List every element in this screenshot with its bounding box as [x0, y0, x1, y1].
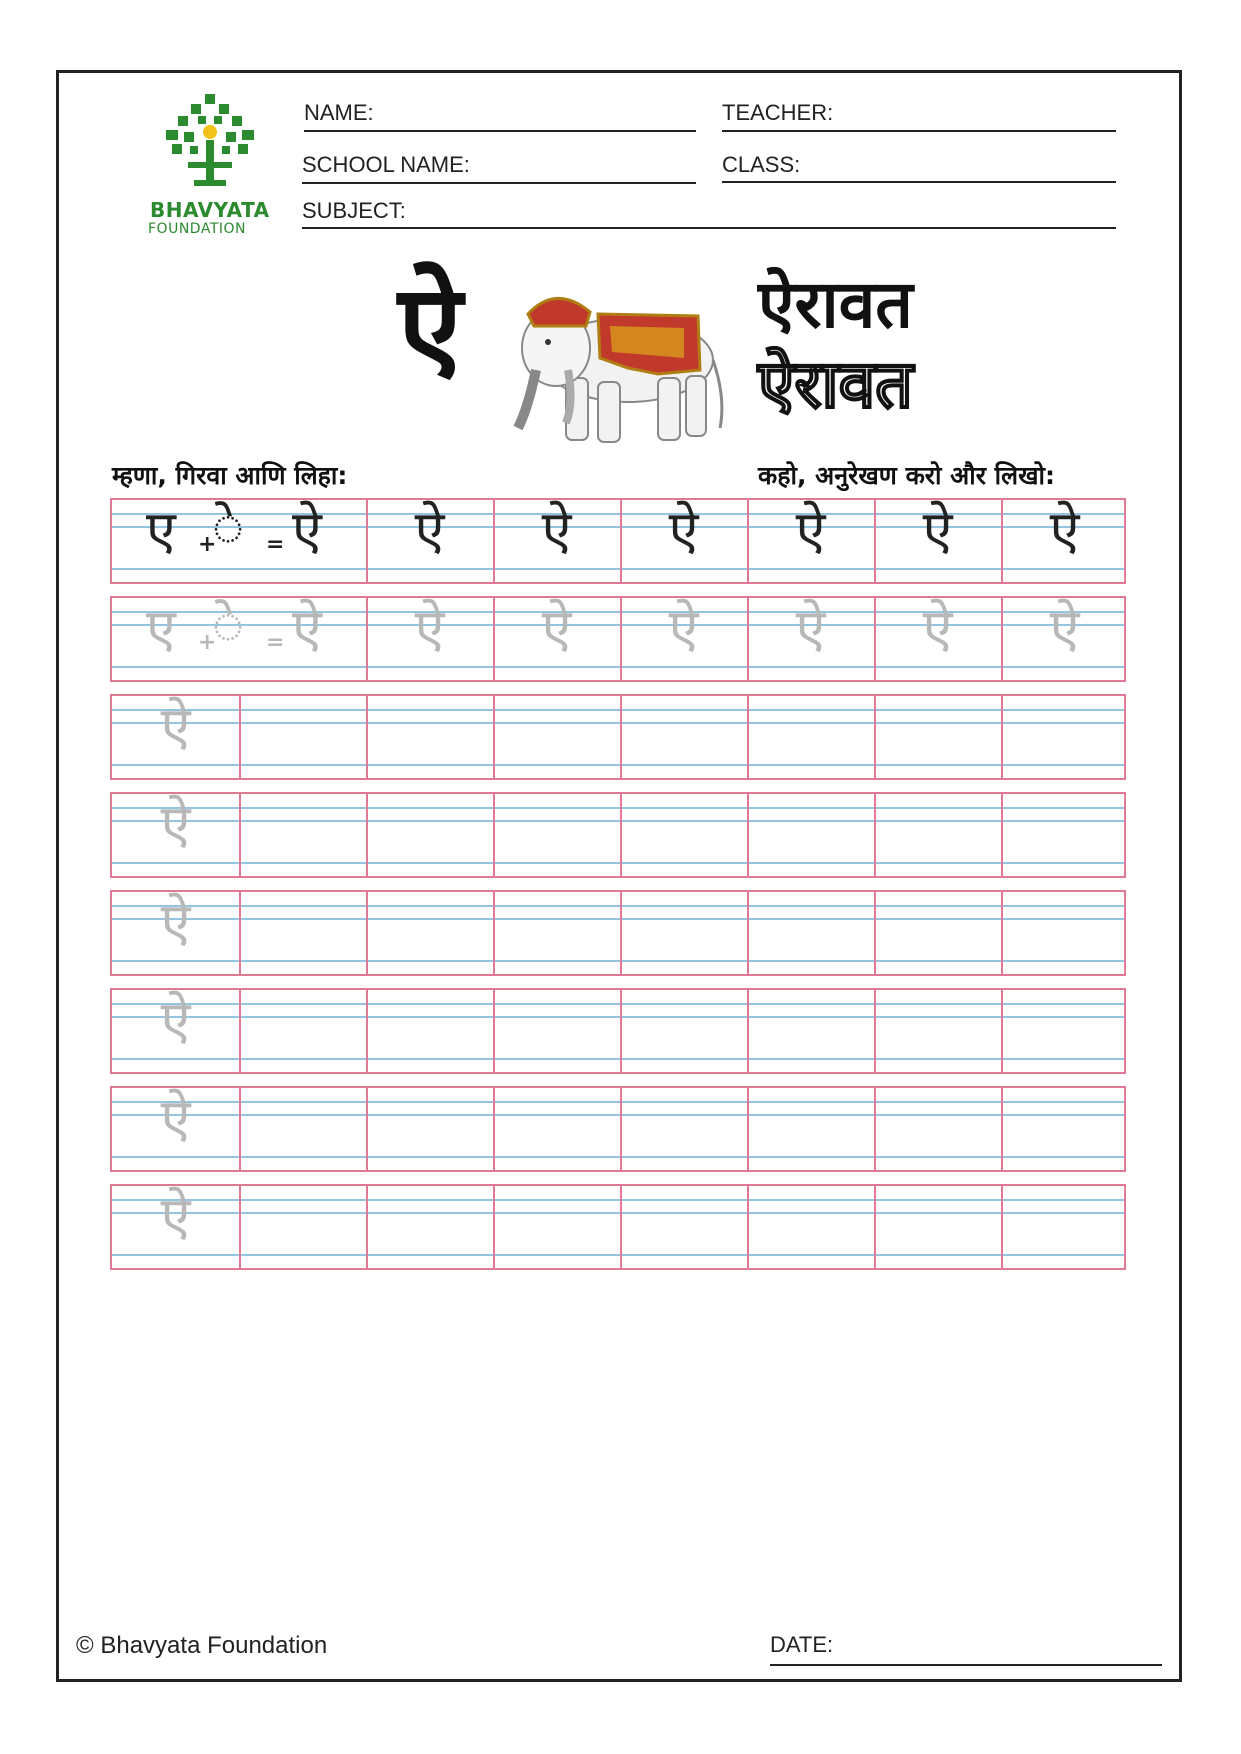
teacher-label: TEACHER:: [722, 100, 834, 125]
hero-word: ऐरावत: [758, 266, 913, 343]
trace-letter: ऐ: [160, 1185, 191, 1248]
practice-letter: ऐ: [795, 499, 826, 562]
school-name-line[interactable]: [302, 182, 696, 184]
practice-letter: ऐ: [922, 597, 953, 660]
matra-mark: े: [212, 593, 245, 656]
writing-cell[interactable]: [493, 892, 618, 974]
writing-cell[interactable]: [747, 990, 872, 1072]
brand-logo: [140, 92, 280, 242]
logo-subtitle: FOUNDATION: [148, 221, 246, 237]
school-name-label: SCHOOL NAME:: [302, 152, 470, 177]
writing-cell[interactable]: [366, 696, 491, 778]
practice-letter: ऐ: [668, 499, 699, 562]
writing-cell[interactable]: [239, 990, 364, 1072]
class-line[interactable]: [722, 181, 1116, 183]
writing-cell[interactable]: [239, 1186, 364, 1268]
writing-cell[interactable]: [366, 990, 491, 1072]
writing-cell[interactable]: [366, 794, 491, 876]
practice-row: [110, 495, 1126, 584]
writing-cell[interactable]: [239, 794, 364, 876]
hero-word-outline: ऐरावत: [758, 346, 913, 423]
practice-letter: ऐ: [541, 499, 572, 562]
practice-letter: ऐ: [414, 597, 445, 660]
writing-cell[interactable]: [747, 1186, 872, 1268]
writing-cell[interactable]: [620, 1186, 745, 1268]
practice-letter: ऐ: [922, 499, 953, 562]
writing-cell[interactable]: [1001, 696, 1126, 778]
elephant-image: [508, 278, 738, 452]
practice-letter: ऐ: [795, 597, 826, 660]
result-letter: ऐ: [292, 597, 322, 660]
writing-cell[interactable]: [747, 696, 872, 778]
logo-title: BHAVYATA: [150, 198, 270, 222]
instruction-hindi: कहो, अनुरेखण करो और लिखो:: [758, 461, 1056, 490]
writing-cell[interactable]: [493, 1088, 618, 1170]
writing-cell[interactable]: [1001, 990, 1126, 1072]
practice-row: [110, 694, 1126, 780]
practice-letter: ऐ: [541, 597, 572, 660]
class-label: CLASS:: [722, 152, 801, 177]
writing-cell[interactable]: [620, 696, 745, 778]
practice-row: [110, 792, 1126, 878]
writing-cell[interactable]: [493, 794, 618, 876]
practice-row: [110, 1184, 1126, 1270]
practice-row: [110, 988, 1126, 1074]
trace-letter: ऐ: [160, 793, 191, 856]
writing-cell[interactable]: [874, 696, 999, 778]
trace-letter: ऐ: [160, 1087, 191, 1150]
writing-cell[interactable]: [1001, 892, 1126, 974]
name-line[interactable]: [304, 130, 696, 132]
hero-letter: ऐ: [398, 260, 463, 395]
subject-label: SUBJECT:: [302, 198, 406, 223]
practice-row: [110, 890, 1126, 976]
equals-sign: =: [266, 532, 285, 557]
writing-cell[interactable]: [874, 892, 999, 974]
writing-cell[interactable]: [1001, 1088, 1126, 1170]
writing-cell[interactable]: [620, 794, 745, 876]
writing-cell[interactable]: [747, 892, 872, 974]
trace-letter: ऐ: [160, 891, 191, 954]
writing-cell[interactable]: [620, 1088, 745, 1170]
guide-line: [112, 568, 1124, 570]
date-label: DATE:: [770, 1632, 834, 1657]
practice-letter: ऐ: [1049, 499, 1080, 562]
teacher-line[interactable]: [722, 130, 1116, 132]
practice-letter: ऐ: [668, 597, 699, 660]
plus-sign: +: [198, 532, 217, 557]
trace-letter: ऐ: [160, 695, 191, 758]
subject-line[interactable]: [302, 227, 1116, 229]
writing-cell[interactable]: [1001, 1186, 1126, 1268]
trace-letter: ऐ: [160, 989, 191, 1052]
writing-cell[interactable]: [239, 696, 364, 778]
date-line[interactable]: [770, 1664, 1162, 1666]
writing-cell[interactable]: [239, 892, 364, 974]
practice-row: [110, 593, 1126, 682]
writing-cell[interactable]: [747, 794, 872, 876]
instruction-marathi: म्हणा, गिरवा आणि लिहा:: [112, 461, 348, 490]
practice-row: [110, 1086, 1126, 1172]
result-letter: ऐ: [292, 499, 322, 562]
writing-cell[interactable]: [747, 1088, 872, 1170]
base-letter: ए: [146, 499, 176, 562]
writing-cell[interactable]: [874, 990, 999, 1072]
writing-cell[interactable]: [620, 990, 745, 1072]
writing-cell[interactable]: [239, 1088, 364, 1170]
name-label: NAME:: [304, 100, 374, 125]
writing-cell[interactable]: [366, 1186, 491, 1268]
plus-sign: +: [198, 630, 217, 655]
writing-cell[interactable]: [493, 1186, 618, 1268]
writing-cell[interactable]: [366, 1088, 491, 1170]
matra-mark: े: [212, 495, 245, 558]
guide-line: [112, 666, 1124, 668]
writing-cell[interactable]: [493, 696, 618, 778]
tree-logo-icon: [158, 92, 262, 196]
copyright-text: © Bhavyata Foundation: [76, 1632, 328, 1659]
writing-cell[interactable]: [366, 892, 491, 974]
writing-cell[interactable]: [874, 1186, 999, 1268]
practice-letter: ऐ: [1049, 597, 1080, 660]
writing-cell[interactable]: [493, 990, 618, 1072]
base-letter: ए: [146, 597, 176, 660]
equals-sign: =: [266, 630, 285, 655]
practice-letter: ऐ: [414, 499, 445, 562]
writing-cell[interactable]: [1001, 794, 1126, 876]
writing-cell[interactable]: [620, 892, 745, 974]
writing-cell[interactable]: [874, 794, 999, 876]
writing-cell[interactable]: [874, 1088, 999, 1170]
